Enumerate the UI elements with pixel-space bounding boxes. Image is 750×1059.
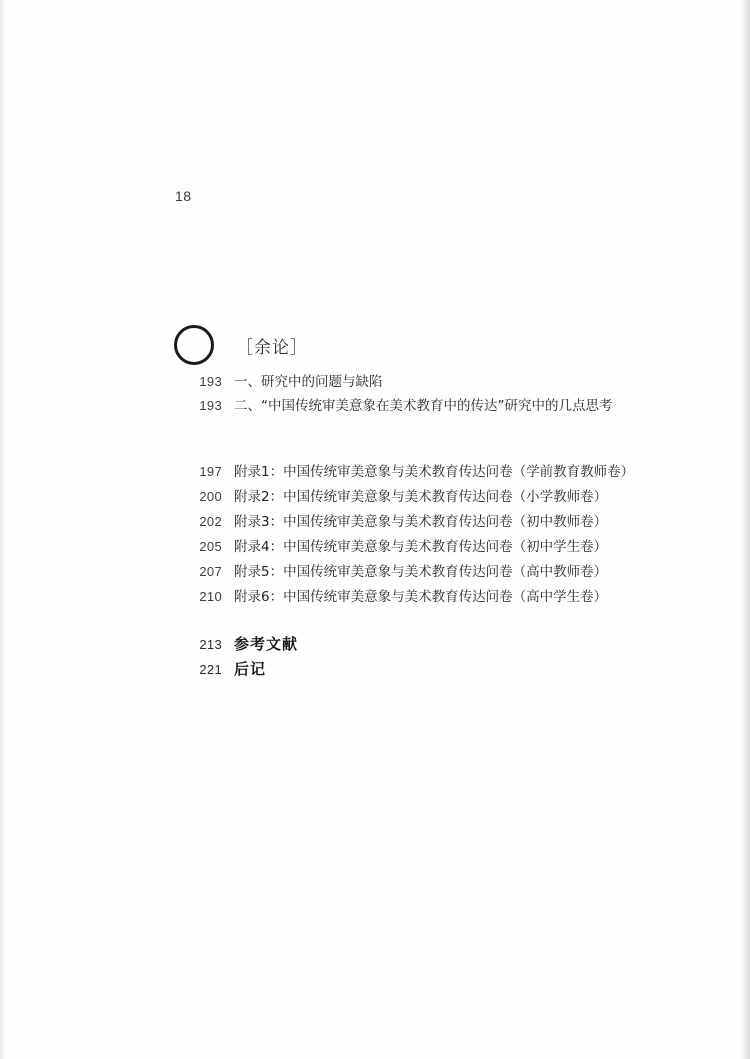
toc-entry[interactable]: [0, 590, 750, 615]
toc-entry-label: 附录6：中国传统审美意象与美术教育传达问卷（高中学生卷）: [234, 589, 608, 605]
toc-back-matter-group: [0, 637, 750, 687]
toc-spacer: [0, 423, 750, 465]
section-title: ［余论］: [236, 337, 308, 358]
toc-entry-page: 221: [199, 662, 222, 677]
toc-entry-page: 213: [199, 637, 222, 652]
toc-entry[interactable]: [0, 465, 750, 490]
toc-entry[interactable]: [0, 490, 750, 515]
toc-entry[interactable]: [0, 515, 750, 540]
toc-entry-page: 205: [199, 539, 222, 554]
page-number: 18: [175, 188, 192, 204]
toc-entry-label: 后记: [234, 660, 267, 678]
toc-entry[interactable]: [0, 662, 750, 687]
toc-spacer: [0, 615, 750, 637]
toc-entry[interactable]: [0, 540, 750, 565]
toc-entry[interactable]: [0, 375, 750, 399]
toc-entry-page: 207: [199, 564, 222, 579]
toc-entry-label: 二、“中国传统审美意象在美术教育中的传达”研究中的几点思考: [234, 398, 613, 414]
toc-entry-label: 附录4：中国传统审美意象与美术教育传达问卷（初中学生卷）: [234, 539, 608, 555]
toc-entry-page: 210: [199, 589, 222, 604]
toc-main-group: [0, 375, 750, 423]
toc-entry[interactable]: [0, 637, 750, 662]
toc-entry-page: 202: [199, 514, 222, 529]
toc-entry-label: 参考文献: [234, 635, 299, 653]
table-of-contents: [0, 375, 750, 687]
toc-entry-label: 附录3：中国传统审美意象与美术教育传达问卷（初中教师卷）: [234, 514, 608, 530]
section-heading: [174, 322, 308, 368]
toc-entry-label: 附录1：中国传统审美意象与美术教育传达问卷（学前教育教师卷）: [234, 464, 635, 480]
toc-entry-page: 200: [199, 489, 222, 504]
toc-entry[interactable]: [0, 565, 750, 590]
toc-appendix-group: [0, 465, 750, 615]
toc-entry-label: 附录5：中国传统审美意象与美术教育传达问卷（高中教师卷）: [234, 564, 608, 580]
circle-outline-icon: [174, 325, 214, 365]
toc-entry-page: 197: [199, 464, 222, 479]
toc-entry-label: 附录2：中国传统审美意象与美术教育传达问卷（小学教师卷）: [234, 489, 608, 505]
toc-entry[interactable]: [0, 399, 750, 423]
toc-entry-page: 193: [199, 374, 222, 389]
toc-entry-label: 一、研究中的问题与缺陷: [234, 374, 383, 390]
toc-entry-page: 193: [199, 398, 222, 413]
